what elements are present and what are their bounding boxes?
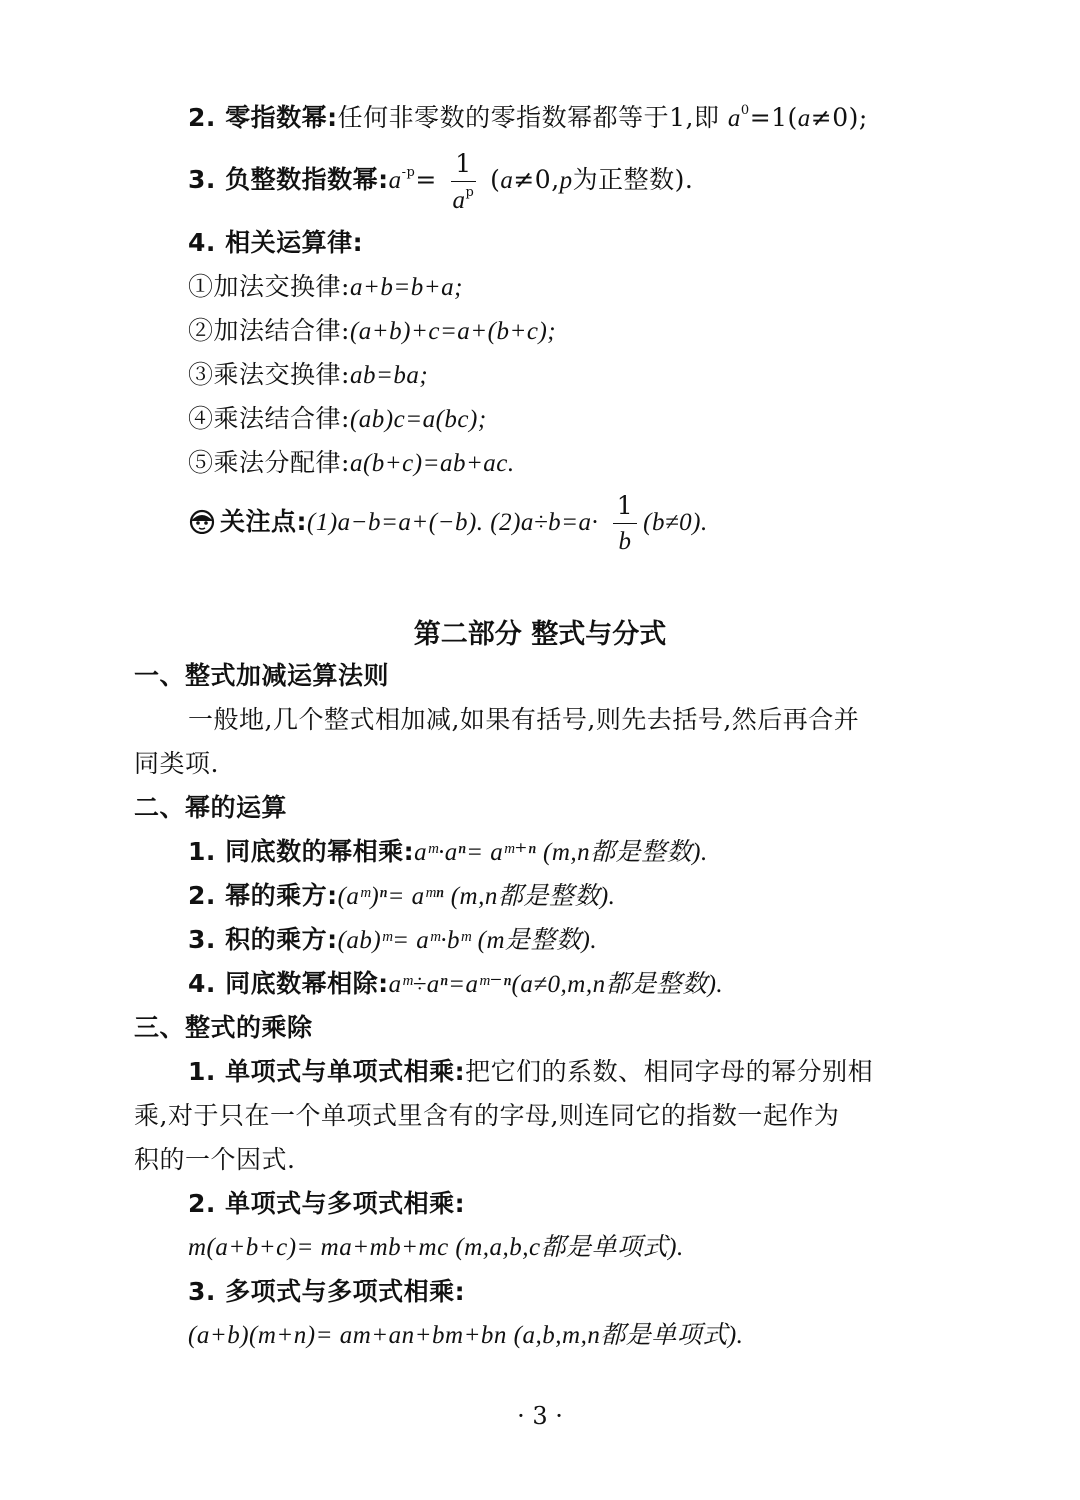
section-heading: 三、整式的乘除 xyxy=(134,1013,313,1042)
rule-text: 把它们的系数、相同字母的幂分别相 xyxy=(465,1057,874,1086)
paragraph-line: 一般地,几个整式相加减,如果有括号,则先去括号,然后再合并 xyxy=(188,705,860,734)
law-item xyxy=(188,446,515,481)
rule-label: 4. 同底数幂相除: xyxy=(188,969,389,998)
rule-label: 2. 幂的乘方: xyxy=(188,881,338,910)
paragraph-line xyxy=(188,1055,873,1089)
section-heading: 一、整式加减运算法则 xyxy=(134,661,390,690)
attention-formula-end: (b≠0). xyxy=(643,509,708,536)
power-rule xyxy=(188,879,615,914)
attention-label: 关注点: xyxy=(220,507,307,536)
fraction xyxy=(451,148,475,214)
rule-label: 1. 单项式与单项式相乘: xyxy=(188,1057,466,1086)
law-formula: (a+b)+c=a+(b+c); xyxy=(349,318,557,345)
math-var: a xyxy=(797,105,811,132)
law-mark: ④ xyxy=(188,404,214,433)
fraction-denominator: b xyxy=(618,528,632,555)
fraction-denominator xyxy=(451,182,475,213)
zero-exponent-rule xyxy=(188,101,868,136)
rule-label: 3. 负整数指数幂: xyxy=(188,165,389,194)
law-formula: ab=ba; xyxy=(349,362,429,389)
fraction-numerator: 1 xyxy=(451,151,475,182)
law-name: 加法结合律: xyxy=(213,316,350,345)
law-mark: ① xyxy=(188,272,214,301)
paragraph-line: 乘,对于只在一个单项式里含有的字母,则连同它的指数一起作为 xyxy=(134,1101,840,1130)
laws-title: 4. 相关运算律: xyxy=(188,228,364,257)
thinking-face-icon xyxy=(188,508,216,534)
paragraph-line: 同类项. xyxy=(134,749,219,778)
part-title: 第二部分 整式与分式 xyxy=(413,619,667,650)
rule-label: 1. 同底数的幂相乘: xyxy=(188,837,415,866)
fraction-numerator: 1 xyxy=(613,493,637,524)
rule-label: 2. 零指数幂: xyxy=(188,103,338,132)
math-text: = xyxy=(415,165,437,194)
math-var: a xyxy=(388,167,402,194)
rule-formula: (aᵐ)ⁿ= aᵐⁿ (m,n都是整数). xyxy=(337,883,616,910)
law-name: 乘法分配律: xyxy=(213,448,350,477)
rule-text: 任何非零数的零指数幂都等于1,即 xyxy=(337,103,720,132)
rule-formula: aᵐ·aⁿ= aᵐ⁺ⁿ (m,n都是整数). xyxy=(414,839,708,866)
rule-label: 3. 多项式与多项式相乘: xyxy=(188,1277,466,1306)
law-item xyxy=(188,314,556,349)
power-rule xyxy=(188,967,723,1002)
law-mark: ② xyxy=(188,316,214,345)
law-name: 乘法结合律: xyxy=(213,404,350,433)
law-mark: ③ xyxy=(188,360,214,389)
attention-note xyxy=(188,492,708,554)
law-formula: a(b+c)=ab+ac. xyxy=(349,450,515,477)
law-item xyxy=(188,270,463,305)
negative-exponent-rule xyxy=(188,150,693,213)
math-text: =1( xyxy=(749,103,798,132)
law-formula: a+b=b+a; xyxy=(349,274,463,301)
math-var: p xyxy=(559,167,573,194)
math-text: ≠0, xyxy=(513,165,560,194)
math-var: a xyxy=(452,186,466,214)
law-formula: (ab)c=a(bc); xyxy=(349,406,487,433)
rule-formula: aᵐ÷aⁿ=aᵐ⁻ⁿ(a≠0,m,n都是整数). xyxy=(388,971,724,998)
rule-formula: (a+b)(m+n)= am+an+bm+bn (a,b,m,n都是单项式). xyxy=(188,1322,744,1349)
rule-label: 2. 单项式与多项式相乘: xyxy=(188,1189,466,1218)
page-number: · 3 · xyxy=(517,1402,563,1430)
power-rule xyxy=(188,835,708,870)
section-heading: 二、幂的运算 xyxy=(134,793,288,822)
math-var: a xyxy=(727,105,741,132)
law-item xyxy=(188,402,487,437)
exponent: 0 xyxy=(740,103,750,118)
attention-formula: (1)a−b=a+(−b). (2)a÷b=a· xyxy=(307,509,599,536)
law-name: 加法交换律: xyxy=(213,272,350,301)
math-text: ( xyxy=(490,165,501,194)
rule-label: 3. 积的乘方: xyxy=(188,925,338,954)
paragraph-line: 积的一个因式. xyxy=(134,1145,296,1174)
rule-formula: (ab)ᵐ= aᵐ·bᵐ (m是整数). xyxy=(337,927,598,954)
law-name: 乘法交换律: xyxy=(213,360,350,389)
math-var: a xyxy=(500,167,514,194)
law-mark: ⑤ xyxy=(188,448,214,477)
exponent: -p xyxy=(401,165,416,180)
fraction xyxy=(613,493,637,554)
math-text: 为正整数). xyxy=(572,165,694,194)
exponent: p xyxy=(465,184,475,200)
rule-formula: m(a+b+c)= ma+mb+mc (m,a,b,c都是单项式). xyxy=(188,1234,684,1261)
law-item xyxy=(188,358,428,393)
math-text: ≠0); xyxy=(810,103,868,132)
power-rule xyxy=(188,923,597,958)
